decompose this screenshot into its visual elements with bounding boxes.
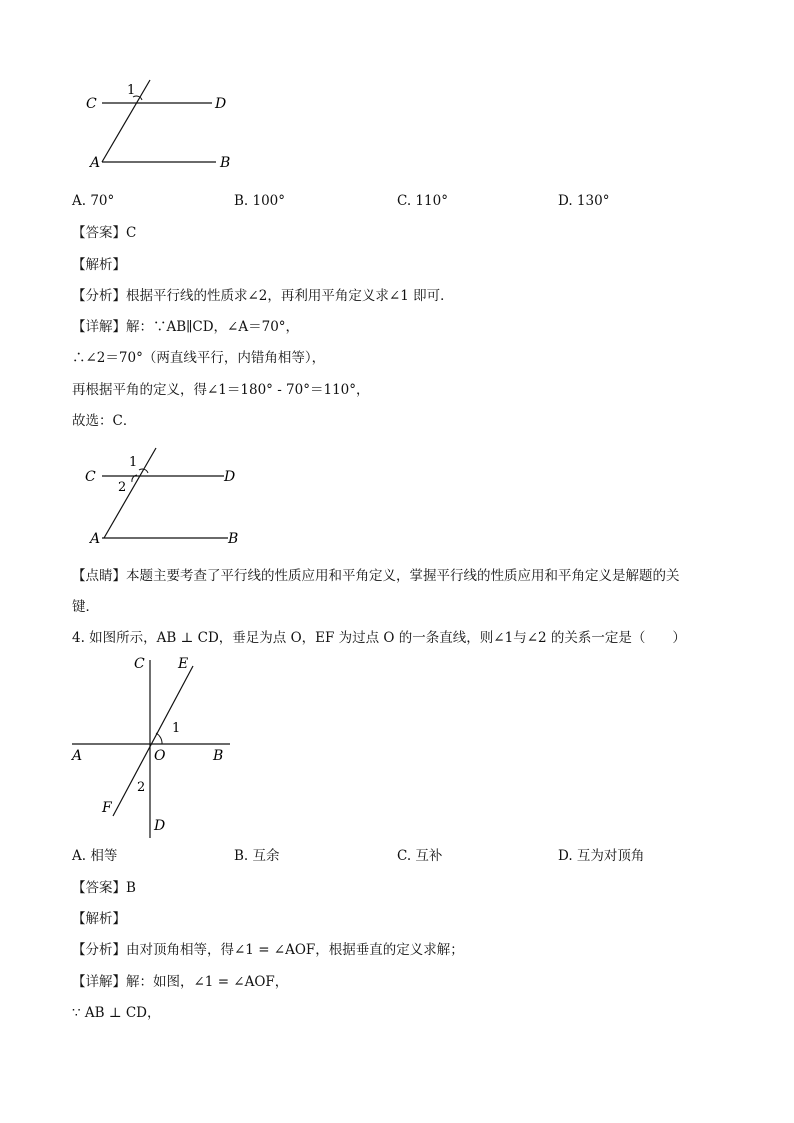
label-a: A xyxy=(90,155,101,171)
solution-line-2: ∴∠2＝70°（两直线平行，内错角相等）， xyxy=(72,350,326,366)
figure-perpendicular xyxy=(66,652,238,842)
answer-value: B xyxy=(126,880,136,896)
option-a: A. 70° xyxy=(72,193,115,209)
label-angle-1: 1 xyxy=(172,721,181,736)
fenxi-line xyxy=(72,941,464,959)
label-o: O xyxy=(154,748,166,764)
label-angle-1: 1 xyxy=(127,83,136,98)
fenxi-tag: 【分析】 xyxy=(72,288,126,304)
analysis-tag: 【解析】 xyxy=(72,911,126,927)
option-d: D. 130° xyxy=(558,193,610,209)
fenxi-line xyxy=(72,287,454,305)
label-c: C xyxy=(85,469,96,485)
label-angle-1: 1 xyxy=(129,455,138,470)
label-f: F xyxy=(102,800,112,816)
answer-line xyxy=(72,879,136,897)
dianjing-line-2: 键． xyxy=(72,599,99,615)
option-b: B. 互余 xyxy=(234,848,280,864)
label-d: D xyxy=(224,469,236,485)
option-a: A. 相等 xyxy=(72,848,118,864)
answer-line xyxy=(72,224,136,242)
solution-line-2: ∵ AB ⊥ CD， xyxy=(72,1005,161,1021)
question-4: 4. 如图所示，AB ⊥ CD，垂足为点 O，EF 为过点 O 的一条直线，则∠1与∠2 的关系一定是（ ） xyxy=(72,630,686,646)
option-b: B. 100° xyxy=(234,193,286,209)
label-d: D xyxy=(215,96,227,112)
solution-line-3: 再根据平角的定义，得∠1＝180° - 70°＝110°， xyxy=(72,382,370,398)
label-c: C xyxy=(134,656,145,672)
option-c: C. 110° xyxy=(397,193,448,209)
option-c: C. 互补 xyxy=(397,848,443,864)
xiangjie-text: 解：如图，∠1 = ∠AOF， xyxy=(126,974,289,990)
xiangjie-tag: 【详解】 xyxy=(72,319,126,335)
label-a: A xyxy=(90,531,101,547)
label-b: B xyxy=(213,748,224,764)
fenxi-text: 由对顶角相等，得∠1 = ∠AOF，根据垂直的定义求解； xyxy=(126,942,464,958)
xiangjie-line xyxy=(72,973,288,991)
xiangjie-line xyxy=(72,318,299,336)
figure-parallel-lines-1 xyxy=(80,76,250,176)
solution-line-4: 故选：C． xyxy=(72,413,137,429)
xiangjie-tag: 【详解】 xyxy=(72,974,126,990)
label-d: D xyxy=(154,818,166,834)
label-b: B xyxy=(220,155,231,171)
answer-tag: 【答案】 xyxy=(72,225,126,241)
analysis-tag: 【解析】 xyxy=(72,257,126,273)
label-b: B xyxy=(228,531,239,547)
fenxi-text: 根据平行线的性质求∠2，再利用平角定义求∠1 即可． xyxy=(126,288,454,304)
fenxi-tag: 【分析】 xyxy=(72,942,126,958)
dianjing-line-1 xyxy=(72,567,680,585)
dianjing-tag: 【点睛】 xyxy=(72,568,126,584)
dianjing-text: 本题主要考查了平行线的性质应用和平角定义，掌握平行线的性质应用和平角定义是解题的关 xyxy=(126,568,680,584)
answer-value: C xyxy=(126,225,137,241)
label-e: E xyxy=(178,656,189,672)
xiangjie-text: 解：∵AB∥CD，∠A＝70°， xyxy=(126,319,300,335)
label-angle-2: 2 xyxy=(118,480,127,495)
label-angle-2: 2 xyxy=(137,780,146,795)
label-c: C xyxy=(86,96,97,112)
answer-tag: 【答案】 xyxy=(72,880,126,896)
option-d: D. 互为对顶角 xyxy=(558,848,645,864)
label-a: A xyxy=(72,748,83,764)
figure-parallel-lines-2 xyxy=(80,444,250,548)
